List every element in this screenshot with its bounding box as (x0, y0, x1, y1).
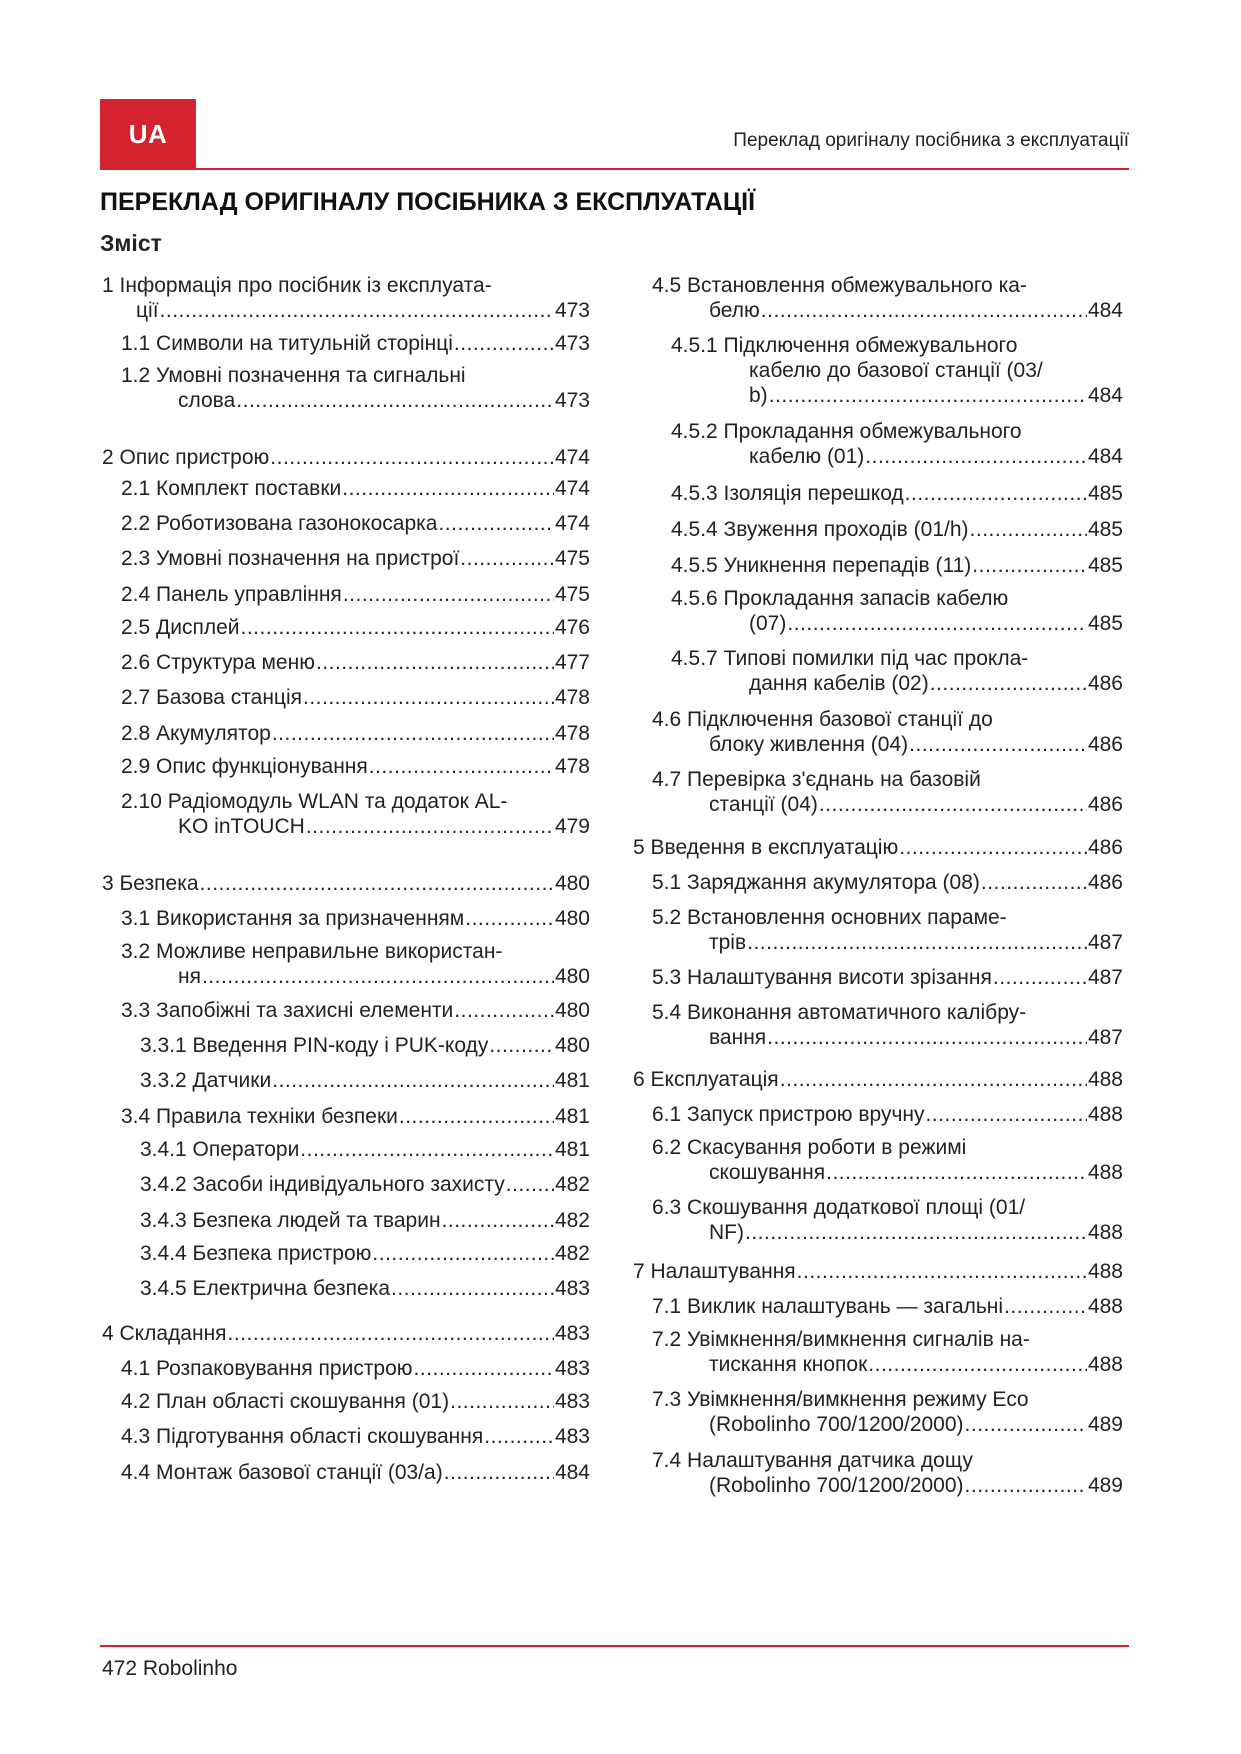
toc-entry-title: 6.1 Запуск пристрою вручну (652, 1103, 925, 1126)
toc-entry-title: NF) (709, 1221, 744, 1244)
toc-entry[interactable] (633, 707, 1123, 757)
toc-entry-title: 7.4 Налаштування датчика дощу (652, 1449, 973, 1472)
toc-entry-title: 7.3 Увімкнення/вимкнення режиму Eco (652, 1388, 1029, 1411)
toc-entry-title: кабелю (01) (749, 445, 865, 468)
toc-entry[interactable] (633, 586, 1123, 636)
toc-entry-title: 6.2 Скасування роботи в режимі (652, 1136, 967, 1159)
toc-page-number: 484 (554, 1461, 590, 1484)
dot-leader (965, 1473, 1087, 1498)
toc-entry[interactable] (633, 1067, 1123, 1092)
toc-page-number: 479 (554, 815, 590, 838)
dot-leader (465, 906, 554, 931)
toc-page-number: 481 (554, 1138, 590, 1161)
toc-entry-title: 2.10 Радіомодуль WLAN та додаток AL- (121, 790, 508, 813)
toc-entry-title: 3.4.5 Електрична безпека (140, 1277, 391, 1300)
toc-entry[interactable] (102, 939, 590, 989)
dot-leader (930, 671, 1087, 696)
toc-entry-title: скошування (709, 1161, 826, 1184)
dot-leader (780, 1067, 1087, 1092)
toc-entry-title: 4.5.1 Підключення обмежувального (671, 334, 1018, 357)
toc-entry-title: блоку живлення (04) (709, 733, 909, 756)
toc-page-number: 486 (1087, 836, 1123, 859)
toc-entry-title: (Robolinho 700/1200/2000) (709, 1413, 964, 1436)
toc-page-number: 489 (1087, 1413, 1123, 1436)
toc-entry-title: 2.1 Комплект поставки (121, 477, 342, 500)
toc-entry-title: белю (709, 299, 760, 322)
toc-entry-title: 3.3.1 Введення PIN-коду і PUK-коду (140, 1034, 489, 1057)
toc-page-number: 478 (554, 686, 590, 709)
toc-page-number: 485 (1087, 518, 1123, 541)
toc-entry-title: 4.5 Встановлення обмежувального ка- (652, 274, 1027, 297)
toc-page-number: 483 (554, 1357, 590, 1380)
toc-entry[interactable] (633, 767, 1123, 817)
toc-page-number: 485 (1087, 612, 1123, 635)
toc-entry-title: 5 Введення в експлуатацію (633, 836, 899, 859)
toc-page-number: 477 (554, 651, 590, 674)
dot-leader (454, 998, 554, 1023)
toc-page-number: 486 (1087, 871, 1123, 894)
toc-page-number: 484 (1087, 384, 1123, 407)
toc-entry-title: 3.4.3 Безпека людей та тварин (140, 1209, 441, 1232)
toc-entry-title: 3.4 Правила техніки безпеки (121, 1105, 398, 1128)
toc-entry[interactable] (633, 1259, 1123, 1284)
toc-entry-title: 5.2 Встановлення основних параме- (652, 906, 1007, 929)
toc-page-number: 480 (554, 1034, 590, 1057)
dot-leader (272, 721, 554, 746)
toc-entry[interactable] (102, 511, 590, 536)
dot-leader (905, 481, 1087, 506)
toc-entry-title: 4.5.5 Уникнення перепадів (11) (671, 554, 972, 577)
dot-leader (769, 383, 1087, 408)
dot-leader (272, 1068, 554, 1093)
toc-page-number: 486 (1087, 793, 1123, 816)
dot-leader (965, 1412, 1087, 1437)
toc-entry-title: 3.2 Можливе неправильне використан- (121, 940, 503, 963)
toc-entry-title: 4.5.4 Звуження проходів (01/h) (671, 518, 969, 541)
dot-leader (399, 1104, 554, 1129)
footer-divider (100, 1645, 1129, 1647)
toc-entry-title: 6 Експлуатація (633, 1068, 779, 1091)
toc-entry-title: 3.4.1 Оператори (140, 1138, 300, 1161)
toc-entry[interactable] (102, 331, 590, 356)
toc-entry-title: 4.5.2 Прокладання обмежувального (671, 420, 1022, 443)
toc-page-number: 481 (554, 1105, 590, 1128)
toc-entry[interactable] (633, 1135, 1123, 1185)
toc-entry[interactable] (633, 1195, 1123, 1245)
toc-entry-title: кабелю до базової станції (03/ (749, 359, 1043, 382)
toc-entry[interactable] (633, 1387, 1123, 1437)
dot-leader (369, 754, 554, 779)
toc-entry-title: 7.1 Виклик налаштувань — загальні (652, 1295, 1004, 1318)
dot-leader (270, 445, 554, 470)
toc-page-number: 473 (554, 299, 590, 322)
toc-entry-title: 7 Налаштування (633, 1260, 796, 1283)
dot-leader (342, 476, 554, 501)
toc-entry[interactable] (102, 789, 590, 839)
toc-page-number: 483 (554, 1425, 590, 1448)
toc-entry-title: 2.5 Дисплей (121, 616, 240, 639)
toc-entry[interactable] (633, 481, 1123, 506)
dot-leader (909, 732, 1087, 757)
toc-page-number: 475 (554, 547, 590, 570)
toc-entry-title: (07) (749, 612, 787, 635)
dot-leader (236, 388, 554, 413)
toc-entry[interactable] (102, 1068, 590, 1093)
toc-entry[interactable] (102, 1033, 590, 1058)
toc-entry[interactable] (102, 721, 590, 746)
toc-entry-title: 1.1 Символи на титульній сторінці (121, 332, 453, 355)
dot-leader (460, 546, 554, 571)
dot-leader (489, 1033, 554, 1058)
toc-page-number: 487 (1087, 1026, 1123, 1049)
toc-entry-title: 4.5.6 Прокладання запасів кабелю (671, 587, 1009, 610)
toc-entry[interactable] (102, 754, 590, 779)
toc-entry-title: 2.4 Панель управління (121, 583, 342, 606)
toc-entry-title: 4.1 Розпаковування пристрою (121, 1357, 413, 1380)
toc-entry-title: 7.2 Увімкнення/вимкнення сигналів на- (652, 1328, 1030, 1351)
toc-page-number: 483 (554, 1322, 590, 1345)
toc-page-number: 482 (554, 1242, 590, 1265)
dot-leader (391, 1276, 554, 1301)
toc-page-number: 486 (1087, 672, 1123, 695)
toc-entry-title: 2.2 Роботизована газонокосарка (121, 512, 438, 535)
toc-page-number: 481 (554, 1069, 590, 1092)
toc-page-number: 476 (554, 616, 590, 639)
toc-page-number: 486 (1087, 733, 1123, 756)
toc-page-number: 478 (554, 722, 590, 745)
toc-page-number: 482 (554, 1209, 590, 1232)
toc-entry[interactable] (633, 965, 1123, 990)
toc-entry[interactable] (102, 1104, 590, 1129)
toc-entry-title: 4.5.3 Ізоляція перешкод (671, 482, 904, 505)
toc-page-number: 484 (1087, 299, 1123, 322)
dot-leader (899, 835, 1087, 860)
toc-entry-title: ня (178, 965, 201, 988)
dot-leader (747, 930, 1087, 955)
toc-page-number: 488 (1087, 1260, 1123, 1283)
toc-page-number: 488 (1087, 1161, 1123, 1184)
dot-leader (454, 331, 554, 356)
toc-page-number: 488 (1087, 1103, 1123, 1126)
dot-leader (200, 871, 554, 896)
dot-leader (306, 814, 554, 839)
toc-entry-title: трів (709, 931, 747, 954)
toc-entry-title: дання кабелів (02) (749, 672, 929, 695)
toc-entry-title: 2 Опис пристрою (102, 446, 270, 469)
toc-entry[interactable] (102, 273, 590, 323)
toc-entry-title: 3.3 Запобіжні та захисні елементи (121, 999, 454, 1022)
toc-page-number: 487 (1087, 931, 1123, 954)
toc-page-number: 474 (554, 477, 590, 500)
toc-entry-title: станції (04) (709, 793, 818, 816)
dot-leader (442, 1208, 554, 1233)
toc-page-number: 480 (554, 965, 590, 988)
toc-page-number: 489 (1087, 1474, 1123, 1497)
toc-entry-title: b) (749, 384, 768, 407)
toc-entry-title: 5.4 Виконання автоматичного калібру- (652, 1001, 1027, 1024)
toc-entry[interactable] (102, 476, 590, 501)
toc-entry-title: 4 Складання (102, 1322, 227, 1345)
toc-page-number: 488 (1087, 1295, 1123, 1318)
toc-entry[interactable] (102, 1276, 590, 1301)
toc-entry-title: 4.4 Монтаж базової станції (03/a) (121, 1461, 443, 1484)
dot-leader (506, 1172, 554, 1197)
toc-entry[interactable] (633, 870, 1123, 895)
toc-entry[interactable] (102, 1241, 590, 1266)
toc-entry[interactable] (102, 546, 590, 571)
toc-entry[interactable] (102, 445, 590, 470)
toc-page-number: 485 (1087, 554, 1123, 577)
dot-leader (300, 1137, 554, 1162)
toc-page-number: 475 (554, 583, 590, 606)
toc-entry-title: 2.8 Акумулятор (121, 722, 271, 745)
dot-leader (438, 511, 554, 536)
toc-entry-title: тискання кнопок (709, 1353, 868, 1376)
toc-entry-title: 2.9 Опис функціонування (121, 755, 368, 778)
toc-entry-title: 2.7 Базова станція (121, 686, 302, 709)
toc-entry[interactable] (102, 1208, 590, 1233)
footer-page-label: 472 Robolinho (102, 1657, 238, 1680)
dot-leader (970, 517, 1087, 542)
toc-page-number: 488 (1087, 1221, 1123, 1244)
toc-entry[interactable] (633, 1327, 1123, 1377)
toc-entry[interactable] (102, 1424, 590, 1449)
dot-leader (981, 870, 1087, 895)
toc-page-number: 485 (1087, 482, 1123, 505)
dot-leader (414, 1356, 554, 1381)
toc-entry[interactable] (102, 871, 590, 896)
toc-entry[interactable] (633, 905, 1123, 955)
toc-entry[interactable] (633, 273, 1123, 323)
toc-entry-title: 5.1 Заряджання акумулятора (08) (652, 871, 980, 894)
toc-entry-title: 4.6 Підключення базової станції до (652, 708, 993, 731)
toc-entry[interactable] (633, 1000, 1123, 1050)
dot-leader (926, 1102, 1087, 1127)
toc-entry-title: 6.3 Скошування додаткової площі (01/ (652, 1196, 1026, 1219)
toc-entry[interactable] (102, 582, 590, 607)
toc-entry[interactable] (102, 363, 590, 413)
toc-entry-title: KO inTOUCH (178, 815, 305, 838)
toc-entry-title: 3.4.2 Засоби індивідуального захисту (140, 1173, 505, 1196)
dot-leader (767, 1025, 1087, 1050)
dot-leader (745, 1220, 1087, 1245)
toc-entry[interactable] (102, 1356, 590, 1381)
dot-leader (228, 1321, 554, 1346)
toc-entry[interactable] (102, 998, 590, 1023)
toc-entry[interactable] (633, 553, 1123, 578)
toc-page-number: 480 (554, 999, 590, 1022)
toc-page-number: 487 (1087, 966, 1123, 989)
toc-entry[interactable] (633, 333, 1123, 408)
dot-leader (993, 965, 1087, 990)
dot-leader (865, 444, 1087, 469)
dot-leader (450, 1389, 554, 1414)
dot-leader (868, 1352, 1087, 1377)
toc-page-number: 474 (554, 512, 590, 535)
dot-leader (444, 1460, 554, 1485)
toc-page-number: 483 (554, 1277, 590, 1300)
document-title: ПЕРЕКЛАД ОРИГІНАЛУ ПОСІБНИКА З ЕКСПЛУАТАЦІЇ (100, 188, 755, 216)
toc-entry-title: 2.3 Умовні позначення на пристрої (121, 547, 460, 570)
toc-page-number: 473 (554, 332, 590, 355)
toc-entry-title: (Robolinho 700/1200/2000) (709, 1474, 964, 1497)
dot-leader (484, 1424, 554, 1449)
toc-page-number: 483 (554, 1390, 590, 1413)
toc-entry-title: 4.2 План області скошування (01) (121, 1390, 450, 1413)
dot-leader (819, 792, 1087, 817)
toc-entry[interactable] (633, 1448, 1123, 1498)
dot-leader (761, 298, 1087, 323)
toc-entry-title: 3 Безпека (102, 872, 199, 895)
toc-entry[interactable] (102, 1172, 590, 1197)
toc-entry[interactable] (102, 1460, 590, 1485)
toc-entry[interactable] (633, 1294, 1123, 1319)
dot-leader (797, 1259, 1087, 1284)
toc-entry[interactable] (102, 1137, 590, 1162)
toc-page-number: 473 (554, 389, 590, 412)
toc-page-number: 480 (554, 907, 590, 930)
toc-entry[interactable] (633, 1102, 1123, 1127)
dot-leader (303, 685, 554, 710)
dot-leader (202, 964, 554, 989)
toc-entry-title: слова (178, 389, 236, 412)
header-divider (100, 168, 1129, 170)
dot-leader (826, 1160, 1087, 1185)
toc-entry[interactable] (633, 517, 1123, 542)
toc-entry-title: 5.3 Налаштування висоти зрізання (652, 966, 992, 989)
toc-entry[interactable] (102, 615, 590, 640)
dot-leader (972, 553, 1087, 578)
toc-entry[interactable] (102, 650, 590, 675)
toc-page-number: 482 (554, 1173, 590, 1196)
dot-leader (1004, 1294, 1087, 1319)
dot-leader (316, 650, 554, 675)
toc-entry[interactable] (102, 1389, 590, 1414)
toc-page-number: 484 (1087, 445, 1123, 468)
toc-entry[interactable] (102, 1321, 590, 1346)
language-badge: UA (100, 99, 196, 169)
toc-page-number: 480 (554, 872, 590, 895)
toc-entry[interactable] (633, 646, 1123, 696)
toc-page-number: 488 (1087, 1068, 1123, 1091)
toc-entry-title: 3.4.4 Безпека пристрою (140, 1242, 372, 1265)
toc-entry-title: 3.3.2 Датчики (140, 1069, 272, 1092)
toc-page-number: 474 (554, 446, 590, 469)
running-header-title: Переклад оригіналу посібника з експлуатації (733, 130, 1129, 151)
toc-entry-title: ції (136, 299, 159, 322)
toc-entry-title: 3.1 Використання за призначенням (121, 907, 465, 930)
dot-leader (241, 615, 554, 640)
toc-entry-title: 4.5.7 Типові помилки під час прокла- (671, 647, 1029, 670)
toc-heading: Зміст (100, 230, 162, 256)
toc-entry-title: 1.2 Умовні позначення та сигнальні (121, 364, 466, 387)
toc-entry-title: 4.3 Підготування області скошування (121, 1425, 484, 1448)
dot-leader (160, 298, 554, 323)
toc-entry[interactable] (102, 906, 590, 931)
dot-leader (343, 582, 554, 607)
toc-entry-title: 2.6 Структура меню (121, 651, 315, 674)
toc-page-number: 488 (1087, 1353, 1123, 1376)
toc-page-number: 478 (554, 755, 590, 778)
toc-entry[interactable] (633, 419, 1123, 469)
toc-entry[interactable] (633, 835, 1123, 860)
toc-entry-title: 1 Інформація про посібник із експлуата- (102, 274, 492, 297)
toc-entry-title: 4.7 Перевірка з'єднань на базовій (652, 768, 981, 791)
toc-entry[interactable] (102, 685, 590, 710)
toc-entry-title: вання (709, 1026, 767, 1049)
dot-leader (372, 1241, 554, 1266)
dot-leader (787, 611, 1087, 636)
